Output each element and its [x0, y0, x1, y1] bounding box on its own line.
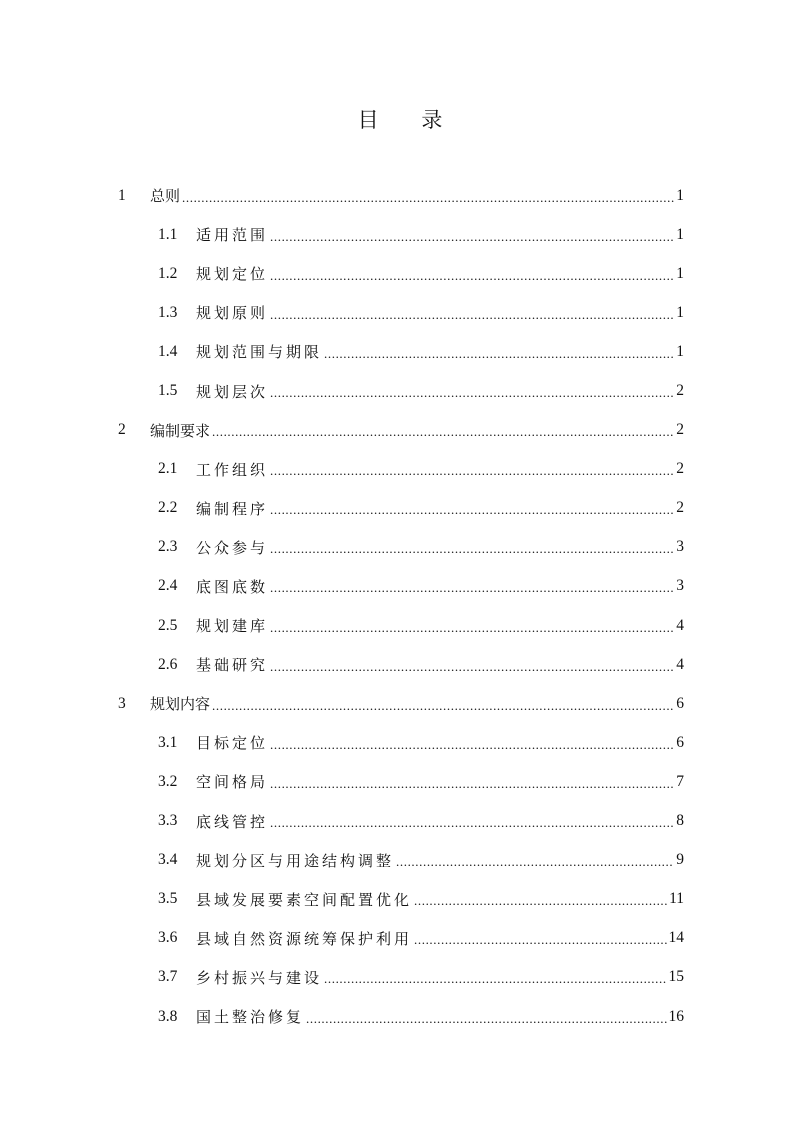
entry-number: 3.7 [158, 968, 178, 986]
dot-leader [270, 658, 674, 676]
page-title: 目 录 [357, 108, 461, 132]
toc-entry[interactable] [118, 723, 684, 762]
entry-title: 目标定位 [196, 734, 269, 753]
entry-title: 规划内容 [150, 695, 211, 714]
entry-title: 县域发展要素空间配置优化 [196, 890, 413, 909]
dot-leader [396, 853, 674, 871]
entry-page: 1 [676, 264, 684, 282]
entry-page: 1 [676, 186, 684, 204]
entry-title: 规划原则 [196, 304, 269, 323]
entry-title: 工作组织 [196, 460, 269, 479]
entry-title: 规划定位 [196, 265, 269, 284]
entry-title: 基础研究 [196, 656, 269, 675]
dot-leader [270, 619, 674, 637]
entry-title: 乡村振兴与建设 [196, 968, 323, 987]
entry-number: 1.2 [158, 264, 178, 282]
dot-leader [270, 501, 674, 519]
entry-number: 2 [118, 421, 126, 439]
entry-number: 1.1 [158, 225, 178, 243]
dot-leader [414, 892, 667, 910]
entry-page: 7 [676, 772, 684, 790]
toc-entry[interactable] [118, 215, 684, 254]
entry-page: 11 [669, 890, 684, 908]
entry-title: 规划范围与期限 [196, 343, 323, 362]
dot-leader [270, 814, 674, 832]
entry-page: 3 [676, 577, 684, 595]
entry-number: 3.4 [158, 851, 178, 869]
toc-entry[interactable] [118, 958, 684, 997]
dot-leader [414, 931, 666, 949]
dot-leader [270, 267, 674, 285]
dot-leader [306, 1010, 666, 1028]
dot-leader [212, 423, 674, 441]
entry-page: 14 [668, 929, 684, 947]
toc-entry[interactable] [118, 450, 684, 489]
entry-page: 6 [676, 733, 684, 751]
entry-title: 编制要求 [150, 421, 211, 440]
entry-number: 3.2 [158, 772, 178, 790]
entry-number: 3.5 [158, 890, 178, 908]
entry-number: 3.3 [158, 812, 178, 830]
toc-entry[interactable] [118, 567, 684, 606]
toc-entry[interactable] [118, 254, 684, 293]
entry-page: 6 [676, 694, 684, 712]
entry-title: 公众参与 [196, 538, 269, 557]
toc-entry[interactable] [118, 176, 684, 215]
entry-title: 规划分区与用途结构调整 [196, 851, 395, 870]
dot-leader [270, 306, 674, 324]
toc-entry[interactable] [118, 802, 684, 841]
toc-entry[interactable] [118, 489, 684, 528]
entry-title: 空间格局 [196, 773, 269, 792]
entry-page: 2 [676, 499, 684, 517]
entry-number: 2.1 [158, 460, 178, 478]
dot-leader [270, 462, 674, 480]
entry-number: 3.1 [158, 733, 178, 751]
entry-title: 规划建库 [196, 617, 269, 636]
entry-title: 底线管控 [196, 812, 269, 831]
entry-page: 2 [676, 460, 684, 478]
dot-leader [270, 775, 674, 793]
dot-leader [270, 579, 674, 597]
dot-leader [270, 228, 674, 246]
entry-page: 1 [676, 342, 684, 360]
dot-leader [182, 189, 674, 207]
dot-leader [212, 697, 674, 715]
entry-page: 3 [676, 538, 684, 556]
entry-number: 3.8 [158, 1007, 178, 1025]
dot-leader [270, 736, 674, 754]
toc-entry[interactable] [118, 411, 684, 450]
entry-page: 2 [676, 421, 684, 439]
toc-entry[interactable] [118, 841, 684, 880]
entry-number: 2.6 [158, 655, 178, 673]
toc-entry[interactable] [118, 645, 684, 684]
toc-entry[interactable] [118, 371, 684, 410]
table-of-contents [118, 176, 684, 1036]
entry-page: 1 [676, 225, 684, 243]
entry-number: 1 [118, 186, 126, 204]
dot-leader [270, 384, 674, 402]
entry-number: 2.5 [158, 616, 178, 634]
entry-number: 2.2 [158, 499, 178, 517]
toc-entry[interactable] [118, 293, 684, 332]
toc-entry[interactable] [118, 880, 684, 919]
entry-title: 底图底数 [196, 577, 269, 596]
entry-number: 1.3 [158, 303, 178, 321]
toc-entry[interactable] [118, 997, 684, 1036]
toc-entry[interactable] [118, 332, 684, 371]
entry-number: 1.5 [158, 382, 178, 400]
toc-entry[interactable] [118, 528, 684, 567]
entry-number: 2.3 [158, 538, 178, 556]
toc-entry[interactable] [118, 684, 684, 723]
entry-page: 1 [676, 303, 684, 321]
toc-entry[interactable] [118, 606, 684, 645]
dot-leader [324, 345, 674, 363]
entry-page: 4 [676, 655, 684, 673]
entry-page: 2 [676, 382, 684, 400]
dot-leader [270, 540, 674, 558]
entry-number: 3 [118, 694, 126, 712]
entry-page: 8 [676, 812, 684, 830]
entry-page: 4 [676, 616, 684, 634]
entry-title: 适用范围 [196, 226, 269, 245]
entry-page: 15 [668, 968, 684, 986]
entry-number: 2.4 [158, 577, 178, 595]
entry-title: 总则 [150, 187, 181, 206]
entry-title: 县域自然资源统筹保护利用 [196, 929, 413, 948]
entry-title: 国土整治修复 [196, 1008, 305, 1027]
entry-number: 3.6 [158, 929, 178, 947]
entry-page: 9 [676, 851, 684, 869]
entry-page: 16 [668, 1007, 684, 1025]
entry-number: 1.4 [158, 342, 178, 360]
dot-leader [324, 970, 666, 988]
entry-title: 编制程序 [196, 499, 269, 518]
toc-entry[interactable] [118, 762, 684, 801]
toc-entry[interactable] [118, 919, 684, 958]
entry-title: 规划层次 [196, 382, 269, 401]
